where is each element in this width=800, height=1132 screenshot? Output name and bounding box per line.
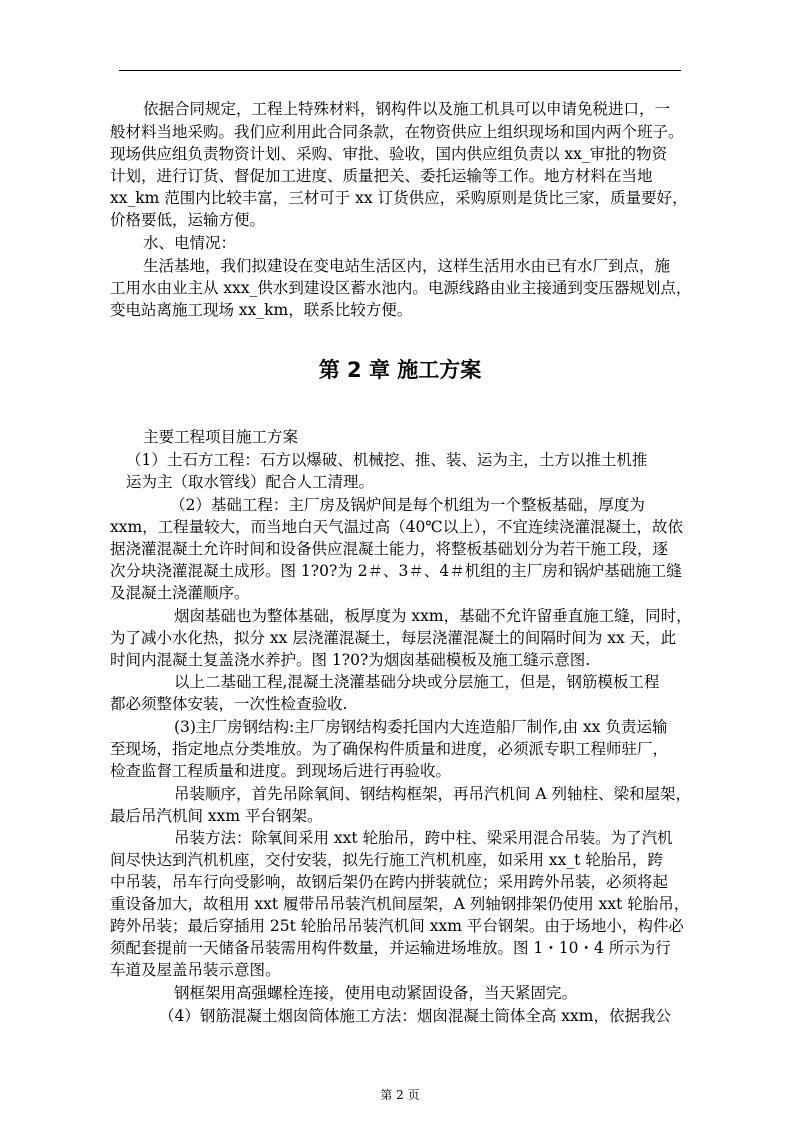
text-line: 生活基地，我们拟建设在变电站生活区内，这样生活用水由已有水厂到点，施 <box>143 257 671 275</box>
text-line: 烟囱基础也为整体基础，板厚度为 xxm，基础不允许留垂直施工缝，同时， <box>174 607 692 625</box>
text-line: 钢框架用高强螺栓连接，使用电动紧固设备，当天紧固完。 <box>174 984 578 1002</box>
text-line: 最后吊汽机间 xxm 平台钢架。 <box>110 807 323 825</box>
text-line: 至现场，指定地点分类堆放。为了确保构件质量和进度，必须派专职工程师驻厂， <box>110 740 669 758</box>
text-line: 以上二基础工程,混凝土浇灌基础分块或分层施工，但是，钢筋模板工程 <box>174 673 660 691</box>
text-line: 计划，进行订货、督促加工进度、质量把关、委托运输等工作。地方材料在当地 <box>110 167 653 185</box>
text-line: 时间内混凝土复盖浇水养护。图 1?0?为烟囱基础模板及施工缝示意图. <box>110 651 591 669</box>
text-line: 般材料当地采购。我们应利用此合同条款，在物资供应上组织现场和国内两个班子。 <box>110 123 684 141</box>
text-line: 车道及屋盖吊装示意图。 <box>110 961 281 979</box>
text-line: 现场供应组负责物资计划、采购、审批、验收，国内供应组负责以 xx_审批的物资 <box>110 145 668 163</box>
section-heading: 主要工程项目施工方案 <box>143 428 299 446</box>
header-rule <box>119 70 681 71</box>
text-line: 及混凝土浇灌顺序。 <box>110 584 250 602</box>
text-line: （2）基础工程：主厂房及锅炉间是每个机组为一个整板基础，厚度为 <box>170 496 645 514</box>
text-line: 运为主（取水管线）配合人工清理。 <box>126 473 375 491</box>
text-line: 价格要低，运输方便。 <box>110 211 266 229</box>
text-line: 据浇灌混凝土允许时间和设备供应混凝土能力，将整板基础划分为若干施工段，逐 <box>110 540 669 558</box>
text-line: 跨外吊装；最后穿插用 25t 轮胎吊吊装汽机间 xxm 平台钢架。由于场地小，构件必 <box>110 917 684 935</box>
text-line: 重设备加大，故租用 xxt 履带吊吊装汽机间屋架，A 列轴钢排架仍使用 xxt 轮胎吊， <box>110 895 690 913</box>
text-line: 都必须整体安装，一次性检查验收. <box>110 695 348 713</box>
text-line: 依据合同规定，工程上特殊材料，钢构件以及施工机具可以申请免税进口，一 <box>143 100 671 118</box>
text-line: xx_km 范围内比较丰富，三材可于 xx 订货供应，采购原则是货比三家，质量要好， <box>110 189 688 207</box>
text-line: xxm，工程量较大，而当地白天气温过高（40℃以上），不宜连续浇灌混凝土，故依 <box>110 518 683 536</box>
text-line: 检查监督工程质量和进度。到现场后进行再验收。 <box>110 762 452 780</box>
page-number: 第 2 页 <box>380 1088 420 1102</box>
text-line: 吊装方法：除氧间采用 xxt 轮胎吊，跨中柱、梁采用混合吊装。为了汽机 <box>174 829 673 847</box>
text-line: 为了减小水化热，拟分 xx 层浇灌混凝土，每层浇灌混凝土的间隔时间为 xx 天，此 <box>110 629 677 647</box>
text-line: 工用水由业主从 xxx_供水到建设区蓄水池内。电源线路由业主接通到变压器规划点， <box>110 279 692 297</box>
text-line: (3)主厂房钢结构:主厂房钢结构委托国内大连造船厂制作,由 xx 负责运输 <box>174 718 668 736</box>
text-line: 次分块浇灌混凝土成形。图 1?0?为 2＃、3＃、4＃机组的主厂房和锅炉基础施工缝 <box>110 562 682 580</box>
water-power-heading: 水、电情况： <box>143 234 237 252</box>
text-line: 中吊装，吊车行向受影响，故钢后架仍在跨内拼装就位；采用跨外吊装，必须将起 <box>110 873 669 891</box>
text-line: （1）土石方工程：石方以爆破、机械挖、推、装、运为主，土方以推土机推 <box>126 451 648 469</box>
text-line: 间尽快达到汽机机座，交付安装，拟先行施工汽机机座，如采用 xx_t 轮胎吊，跨 <box>110 851 663 869</box>
text-line: （4）钢筋混凝土烟囱筒体施工方法：烟囱混凝土筒体全高 xxm，依据我公 <box>159 1007 671 1025</box>
text-line: 吊装顺序，首先吊除氧间、钢结构框架，再吊汽机间 A 列轴柱、梁和屋架， <box>174 785 692 803</box>
text-line: 须配套提前一天储备吊装需用构件数量，并运输进场堆放。图 1・10・4 所示为行 <box>110 939 671 957</box>
text-line: 变电站离施工现场 xx_km，联系比较方便。 <box>110 301 413 319</box>
chapter-title: 第 2 章 施工方案 <box>318 358 482 382</box>
